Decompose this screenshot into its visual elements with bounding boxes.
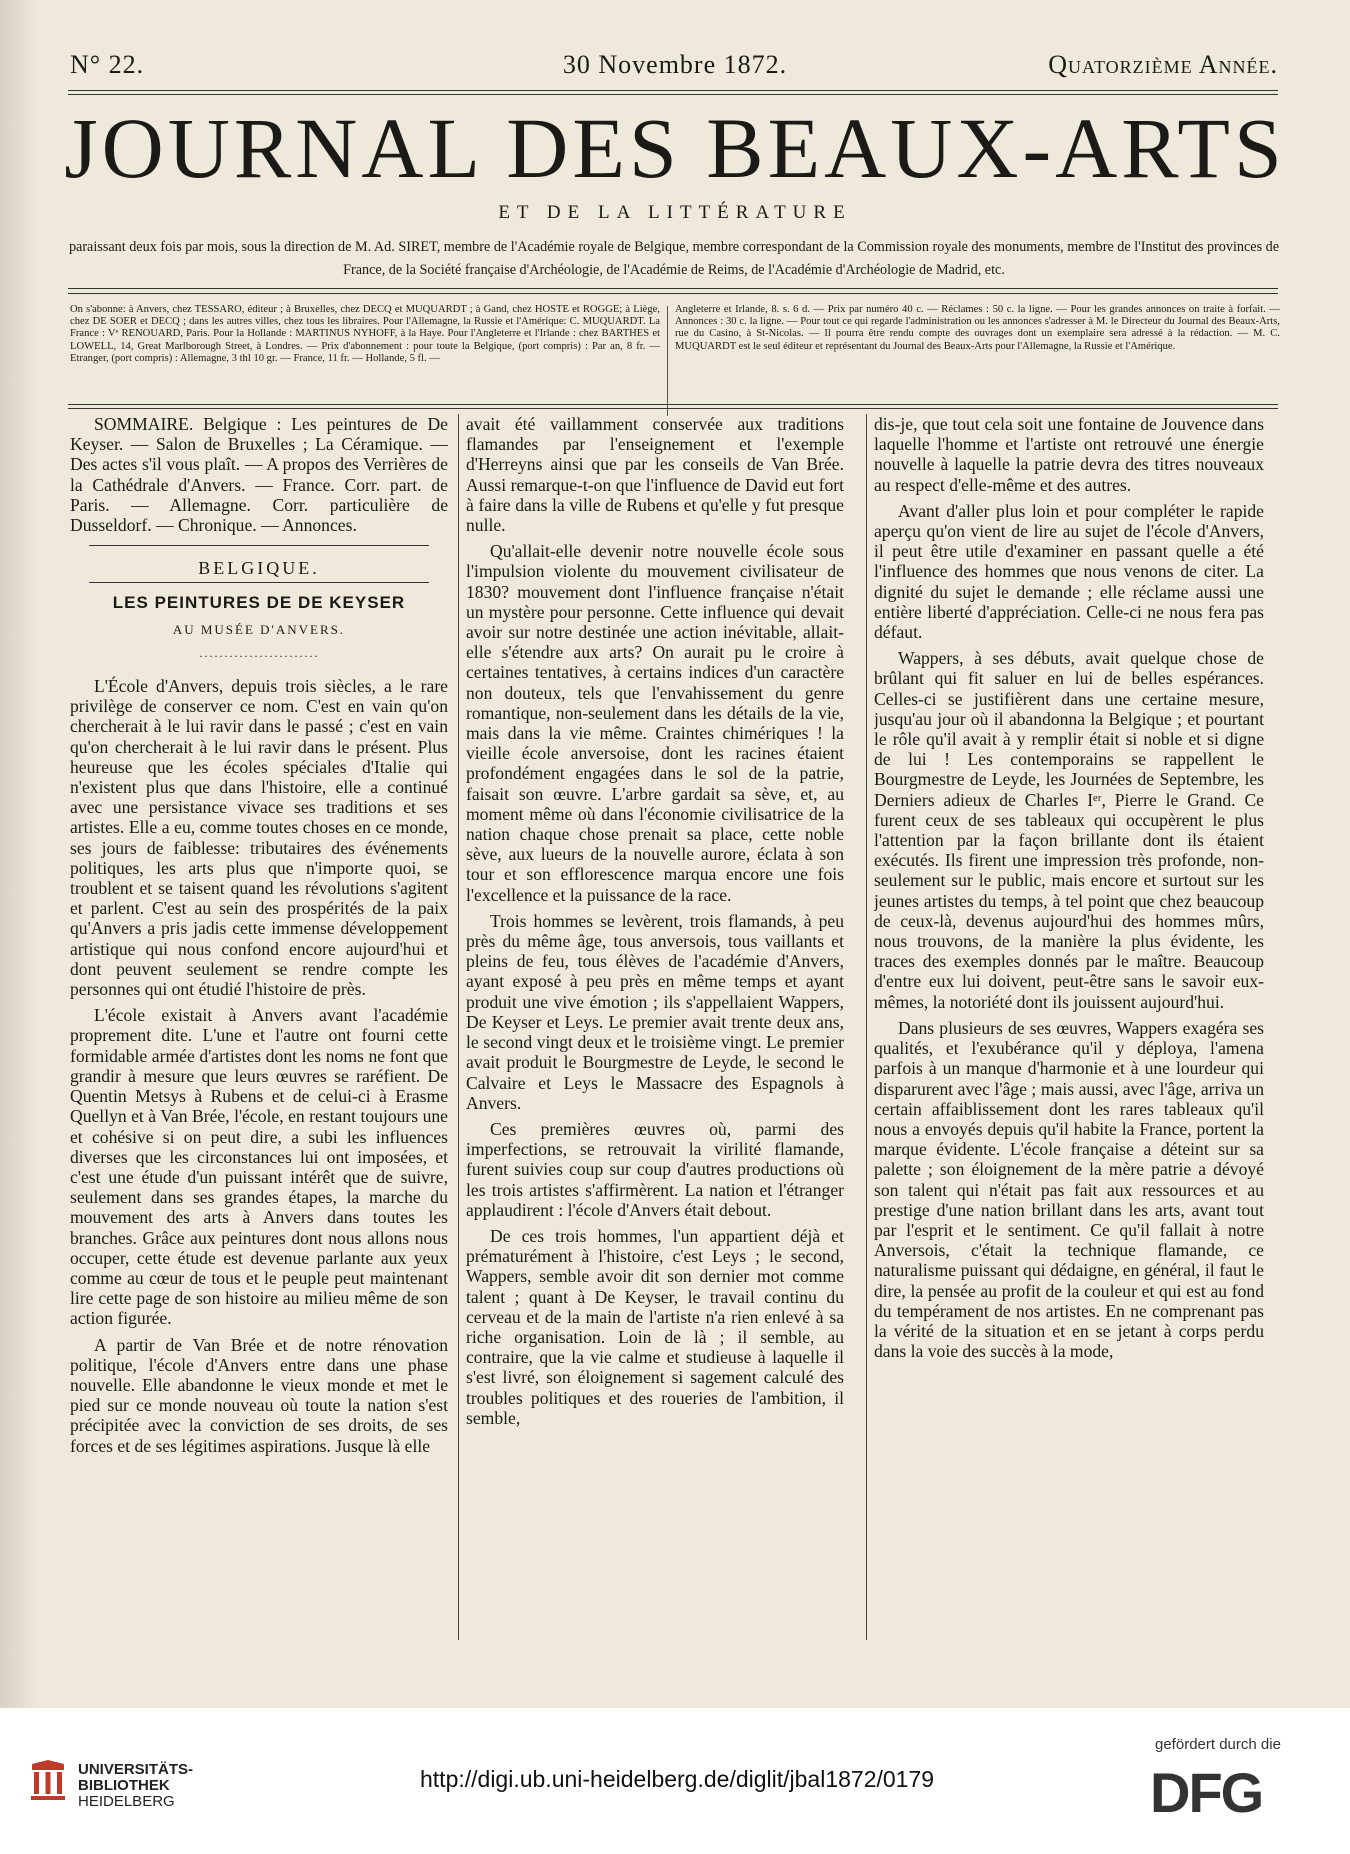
masthead-title: JOURNAL DES BEAUX-ARTS [64,100,1286,196]
column-1 [70,414,448,1642]
imprint-rule [68,288,1278,289]
paragraph: Avant d'aller plus loin et pour compléter le rapide aperçu qu'on vient de lire au sujet de l'école d'Anvers, il peut être utile d'examiner en passant quelle a été l'influence des hommes que nous venons de citer. La dignité du sujet le demande ; elle réclame aussi une entière liberté d'appréciation. Celle-ci ne nous fera pas défaut. [874,500,1264,643]
paragraph: De ces trois hommes, l'un appartient déjà et prématurément à l'histoire, c'est Leys ; le second, Wappers, semble avoir dit son dernier mot comme talent ; quant à De Keyser, le travail continu du cerveau et de la main de l'artiste n'a rien enlevé à sa riche organisation. Loin de là ; il semble, au contraire, que la vie calme et studieuse à laquelle il s'est livré, son éloignement si sagement calculé des troubles politiques et des roueries de l'ambition, il semble, [466,1225,844,1428]
subscription-info-left: On s'abonne: à Anvers, chez TESSARO, éditeur ; à Bruxelles, chez DECQ et MUQUARDT ; à Gand, chez HOSTE et ROGGE; à Liège, chez DE SOER et DECQ ; dans les autres villes, chez tous les libraires. Pour l'Allemagne, la Russie et l'Amérique: C. MUQUARDT. La France : Vᵉ RENOUARD, Paris. Pour la Hollande : MARTINUS NYHOFF, à la Haye. Pour l'Angleterre et l'Irlande : chez BARTHES et LOWELL, 14, Great Marlborough Street, à Londres. — Prix d'abonnement : pour toute la Belgique, (port compris) : Par an, 8 fr. — Etranger, (port compris) : Allemagne, 3 thl 10 gr. — France, 11 fr. — Hollande, 5 fl. — [70,304,660,364]
dfg-logo: DFG [1150,1761,1263,1824]
issue-year: Quatorzième Année. [1048,50,1278,79]
columns-top-rule [68,404,1278,409]
paragraph: A partir de Van Brée et de notre rénovation politique, l'école d'Anvers entre dans une phase nouvelle. Elle abandonne le vieux monde et met le pied sur ce monde nouveau où toute la nation s'est précipitée avec la conviction de ses droits, de ses forces et de ses légitimes aspirations. Jusque là elle [70,1334,448,1456]
subscription-divider [667,306,668,416]
sommaire: SOMMAIRE. Belgique : Les peintures de De Keyser. — Salon de Bruxelles ; La Céramique. — Des actes s'il vous plaît. — A propos des Verrières de la Cathédrale d'Anvers. — France. Corr. part. de Paris. — Allemagne. Corr. particulière de Dusseldorf. — Chronique. — Annonces. [70,414,448,536]
paragraph: L'École d'Anvers, depuis trois siècles, a le rare privilège de conserver ce nom. C'est en vain qu'on chercherait à le lui ravir dans le passé ; c'est en vain qu'on chercherait à le lui ravir dans le présent. Plus heureuse que les écoles spéciales d'Italie qui n'existent plus que dans l'histoire, elle a continué avec une persistance vivace ses traditions et ses artistes. Elle a eu, comme toutes choses en ce monde, ses jours de faiblesse: tributaires des événements politiques, les arts plus que n'importe quoi, se troublent et se taisent quand les révolutions s'agitent et parlent. C'est au sein des prospérités de la paix qu'Anvers a pris jadis cette immense développement artistique qui nous confond encore aujourd'hui et dont peuvent seulement se rendre compte les personnes qui ont étudié l'histoire de près. [70,676,448,1000]
paragraph: dis-je, que tout cela soit une fontaine de Jouvence dans laquelle l'homme et l'artiste ont retrouvé une énergie nouvelle à laquelle la patrie devra des titres nouveaux au respect d'elle-même et des autres. [874,414,1264,495]
paragraph: Ces premières œuvres où, parmi des imperfections, se retrouvait la virilité flamande, furent suivies coup sur coup d'autres productions où les trois artistes s'affirmèrent. La nation et l'étranger applaudirent : l'école d'Anvers était debout. [466,1118,844,1220]
header-rule [68,90,1278,95]
paragraph: Dans plusieurs de ses œuvres, Wappers exagéra ses qualités, et l'exubérance qu'il y déploya, l'amena parfois à un manque d'harmonie et à une lourdeur qui disparurent avec l'âge ; mais aussi, avec l'âge, arriva un certain affaiblissement dont les rares tableaux qu'il nous a envoyés depuis qu'il habite la France, portent la marque évidente. L'école française a déteint sur sa palette ; son éloignement de la mère patrie a dévoyé son talent qui n'était pas fait aux ressources et au prestige d'une nation brillant dans les arts, avant tout par l'esprit et le sentiment. Ce qu'il fallait à notre Anversois, c'était la technique flamande, ce naturalisme puissant qui dédaigne, en général, il faut le dire, la pensée au profit de la couleur et qui est au fond du tempérament de nos artistes. En ne comprenant pas la vérité de la situation et en se jetant à corps perdu dans la voie des succès à la mode, [874,1017,1264,1362]
subscription-info-right: Angleterre et Irlande, 8. s. 6 d. — Prix par numéro 40 c. — Réclames : 50 c. la ligne. — Pour les grandes annonces on traite à forfait. — Annonces : 30 c. la ligne. — Pour tout ce qui regarde l'administration ou les annonces s'adresser à M. le Directeur du Journal des Beaux-Arts, rue du Casino, à St-Nicolas. — Il pourra être rendu compte des ouvrages dont un exemplaire sera adressé à la rédaction. — M. C. MUQUARDT est le seul éditeur et représentant du Journal des Beaux-Arts pour l'Allemagne, la Russie et l'Amérique. [675,304,1280,352]
funding-caption: gefördert durch die [1155,1736,1281,1753]
paragraph: avait été vaillamment conservée aux traditions flamandes par l'enseignement et l'exemple d'Herreyns ainsi que par les conseils de Van Brée. Aussi remarque-t-on que l'influence de David eut fort à faire dans la ville de Rubens et qu'elle y fut presque nulle. [466,414,844,536]
article-title: LES PEINTURES DE DE KEYSER [112,593,406,613]
article-subtitle: AU MUSÉE D'ANVERS. [172,621,346,637]
page-fold-shadow [0,0,40,1708]
section-title: BELGIQUE. [198,558,320,579]
paragraph: Trois hommes se levèrent, trois flamands, à peu près du même âge, tous anversois, tous vaillants et pleins de feu, tous élèves de l'académie d'Anvers, ayant exposé à peu près en même temps et ayant produit une vive émotion ; ils s'appellaient Wappers, De Keyser et Leys. Le premier avait trente deux ans, le second vingt deux et le troisième vingt. Le premier avait produit le Bourgmestre de Leyde, le second le Calvaire et Leys le Massacre des Espagnols à Anvers. [466,910,844,1113]
column-2 [466,414,844,1642]
paragraph: L'école existait à Anvers avant l'académie proprement dite. L'une et l'autre ont fourni cette formidable armée d'artistes dont les noms ne font que grandir à mesure que leurs œuvres se raréfient. De Quentin Metsys à Rubens et de celui-ci à Erasme Quellyn et à Van Brée, l'école, en restant toujours une et cohésive si on peut dire, a subi les influences diverses que les circonstances lui ont imposées, et c'est une étude d'un puissant intérêt que de suivre, seulement dans ses grandes étapes, la marche du mouvement des arts à Anvers dans toutes les branches. Grâce aux peintures dont nous allons nous occuper, cette étude est devenue parlante aux yeux comme au cœur de tous et le peuple peut maintenant lire cette page de son histoire au milieu même de son action figurée. [70,1005,448,1329]
masthead-imprint: paraissant deux fois par mois, sous la direction de M. Ad. SIRET, membre de l'Académie royale de Belgique, membre correspondant de la Commission royale des monuments, membre de l'Institut des provinces de France, de la Société française d'Archéologie, de l'Académie de Reims, de l'Académie d'Archéologie de Madrid, etc. [68,239,1280,278]
column-3 [874,414,1264,1642]
ornament-dots: ························ [199,648,319,663]
issue-date: 30 Novembre 1872. [562,50,788,79]
section-rule [89,582,429,583]
sommaire-rule [89,545,429,546]
column-divider-1 [458,414,459,1640]
imprint-rule-2 [68,293,1278,294]
digitization-footer [0,1708,1350,1854]
masthead-subtitle: ET DE LA LITTÉRATURE [498,202,852,223]
paragraph: Wappers, à ses débuts, avait quelque chose de brûlant qui fit saluer en lui de belles espérances. Celles-ci se justifièrent dans une certaine mesure, jusqu'au jour où il abandonna la Belgique ; et pourtant le rôle qu'il avait à y remplir était si noble et si digne de lui ! Les contemporains se rappellent le Bourgmestre de Leyde, les Journées de Septembre, les Derniers adieux de Charles Iᵉʳ, Pierre le Grand. Ce furent ceux de ses tableaux qui occupèrent le plus l'attention par la façon brillante dont ils étaient exécutés. Ils firent une impression très profonde, non-seulement sur le public, mais encore et surtout sur les jeunes artistes du temps, à tel point que chez beaucoup de ceux-là, devenus aujourd'hui des hommes mûrs, nous trouvons, de la manière la plus évidente, les traces des exemples donnés par le maître. Beaucoup d'entre eux lui doivent, peut-être sans le savoir eux-mêmes, la notoriété dont ils jouissent aujourd'hui. [874,648,1264,1012]
university-library-name: UNIVERSITÄTS- BIBLIOTHEK HEIDELBERG [78,1761,194,1810]
university-library-logo-icon [28,1758,68,1802]
issue-number: N° 22. [70,50,145,79]
paragraph: Qu'allait-elle devenir notre nouvelle école sous l'impulsion violente du mouvement civilisateur de 1830? mouvement dont l'influence française n'était un mystère pour personne. Cette influence qui devait avoir sur notre destinée une action inévitable, allait-elle s'étendre aux arts? On aurait pu le croire à certaines tentatives, à certains indices d'un caractère non douteux, tels que l'envahissement du genre romantique, non-seulement dans les détails de la vie, mais dans la vie même. Craintes chimériques ! la vieille école anversoise, dont les racines étaient profondément engagées dans le sol de la patrie, faisait son œuvre. L'arbre gardait sa sève, et, au moment même où dans l'économie civilisatrice de la nation chaque chose prenait sa place, cette noble sève, aux lueurs de la nouvelle aurore, éclata à son tour et son efflorescence marqua encore une fois l'excellence et la puissance de la race. [466,541,844,905]
source-url[interactable]: http://digi.ub.uni-heidelberg.de/diglit/jbal1872/0179 [420,1766,935,1792]
column-divider-2 [866,414,867,1640]
